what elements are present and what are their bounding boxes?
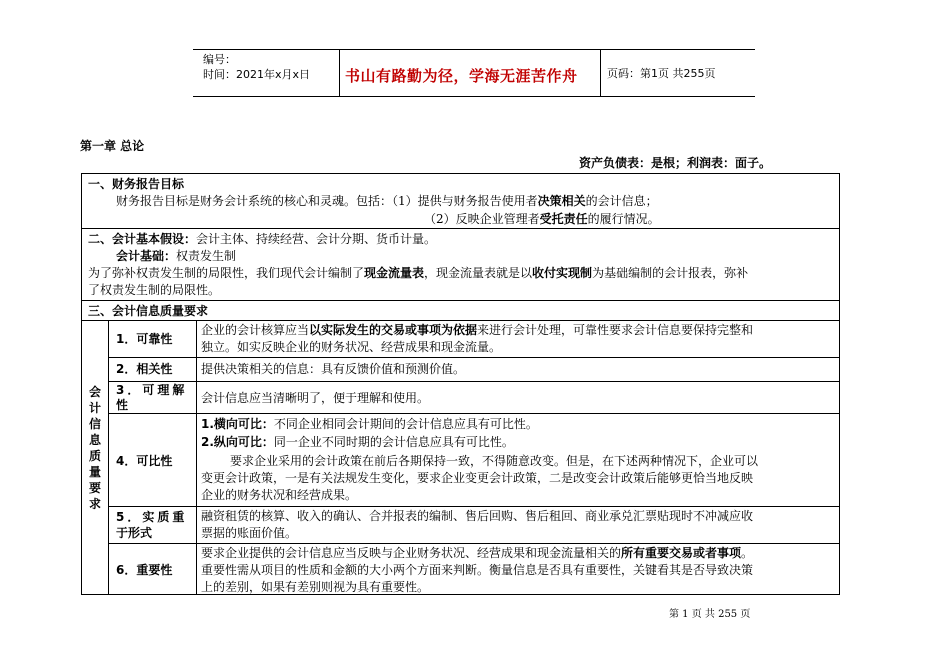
emphasis: 决策相关 [537, 194, 586, 208]
emphasis: 所有重要交易或者事项 [621, 546, 742, 560]
row-understandability-label-a: 3．可理解 [116, 383, 188, 397]
time-label: 时间：2021年x月x日 [203, 68, 311, 81]
col-divider [108, 320, 109, 595]
side-char: 要 [88, 481, 101, 495]
row-substance-label-a: 5．实质重 [116, 510, 188, 524]
text: 不同企业相同会计期间的会计信息应具有可比性。 [273, 417, 538, 431]
side-char: 息 [88, 433, 101, 447]
text: 。 [741, 546, 754, 560]
row-reliability-label: 1．可靠性 [116, 332, 173, 346]
text: 为了弥补权责发生制的局限性，我们现代会计编制了 [88, 266, 365, 280]
row-materiality-line3: 上的差别，如果有差别则视为具有重要性。 [201, 580, 430, 594]
text: （2）反映企业管理者 [424, 212, 540, 226]
emphasis: 2.纵向可比： [201, 435, 274, 449]
row-materiality-label: 6．重要性 [116, 563, 173, 577]
emphasis: 1.横向可比： [201, 417, 274, 431]
side-label [88, 384, 102, 512]
row-divider [81, 320, 840, 321]
row-divider [81, 300, 840, 301]
row-materiality-line2: 重要性需从项目的性质和金额的大小两个方面来判断。衡量信息是否具有重要性，关键看其是否导致决策 [201, 563, 754, 577]
section2-para-line2: 了权责发生制的局限性。 [88, 283, 221, 297]
page-footer: 第 1 页 共 255 页 [669, 609, 751, 620]
row-reliability-line1 [201, 322, 753, 338]
mnemonic: 资产负债表：是根；利润表：面子。 [579, 156, 772, 170]
row-understandability-line1: 会计信息应当清晰明了，便于理解和使用。 [201, 391, 430, 405]
row-reliability-line2: 独立。如实反映企业的财务状况、经营成果和现金流量。 [201, 340, 502, 354]
text: 会计主体、持续经营、会计分期、货币计量。 [196, 232, 437, 246]
section1-line1 [116, 193, 658, 209]
emphasis: 现金流量表 [364, 266, 425, 280]
emphasis: 收付实现制 [532, 266, 593, 280]
row-understandability-label-b: 性 [116, 398, 129, 412]
section2-para-line1 [88, 265, 748, 281]
row-substance-line1: 融资租赁的核算、收入的确认、合并报表的编制、售后回购、售后租回、商业承兑汇票贴现时不冲减应收 [201, 509, 754, 523]
row-relevance-line1: 提供决策相关的信息：具有反馈价值和预测价值。 [201, 362, 466, 376]
emphasis: 受托责任 [539, 212, 588, 226]
row-divider [108, 381, 840, 382]
text: 的会计信息； [585, 194, 658, 208]
text: 要求企业提供的会计信息应当反映与企业财务状况、经营成果和现金流量相关的 [201, 546, 622, 560]
header-motto: 书山有路勤为径，学海无涯苦作舟 [345, 67, 578, 85]
heading: 二、会计基本假设： [88, 232, 197, 246]
section2-basis [116, 248, 236, 264]
row-comparability-line3: 要求企业采用的会计政策在前后各期保持一致，不得随意改变。但是，在下述两种情况下，企业可以 [230, 454, 759, 468]
row-materiality-line1 [201, 545, 753, 561]
header-divider-right [600, 50, 601, 96]
row-comparability-label: 4．可比性 [116, 454, 173, 468]
row-divider [108, 413, 840, 414]
section1-title: 一、财务报告目标 [88, 177, 185, 191]
row-divider [81, 228, 840, 229]
emphasis: 以实际发生的交易或事项为依据 [309, 323, 478, 337]
text: 同一企业不同时期的会计信息应具有可比性。 [273, 435, 514, 449]
header-divider-left [339, 50, 340, 96]
chapter-title: 第一章 总论 [80, 139, 145, 153]
row-divider [108, 357, 840, 358]
text: ，现金流量表就是以 [424, 266, 533, 280]
side-char: 量 [88, 465, 101, 479]
number-label: 编号： [203, 53, 236, 66]
text: 企业的会计核算应当 [201, 323, 310, 337]
text: 财务报告目标是财务会计系统的核心和灵魂。包括：（1）提供与财务报告使用者 [116, 194, 538, 208]
row-relevance-label: 2．相关性 [116, 362, 173, 376]
header-page-label: 页码：第1页 共255页 [607, 67, 716, 80]
document-header [193, 49, 755, 97]
row-substance-label-b: 于形式 [116, 526, 153, 540]
row-divider [108, 543, 840, 544]
col-divider [196, 320, 197, 595]
row-comparability-line4: 变更会计政策，一是有关法规发生变化，要求企业变更会计政策，二是改变会计政策后能够更恰当地反映 [201, 471, 754, 485]
row-divider [108, 506, 840, 507]
section3-title: 三、会计信息质量要求 [88, 304, 209, 318]
header-meta [203, 52, 310, 82]
section1-line2 [424, 211, 660, 227]
side-char: 质 [88, 449, 101, 463]
basis-label: 会计基础： [116, 249, 177, 263]
side-char: 信 [88, 417, 101, 431]
basis-value: 权责发生制 [176, 249, 237, 263]
text: 的履行情况。 [587, 212, 660, 226]
side-char: 计 [88, 401, 101, 415]
row-comparability-line2 [201, 434, 514, 450]
row-substance-line2: 票据的账面价值。 [201, 526, 298, 540]
side-char: 求 [88, 497, 101, 511]
section2-title [88, 231, 436, 247]
text: 为基础编制的会计报表，弥补 [592, 266, 749, 280]
row-comparability-line5: 企业的财务状况和经营成果。 [201, 488, 358, 502]
text: 来进行会计处理，可靠性要求会计信息要保持完整和 [477, 323, 754, 337]
side-char: 会 [88, 385, 101, 399]
row-comparability-line1 [201, 416, 538, 432]
